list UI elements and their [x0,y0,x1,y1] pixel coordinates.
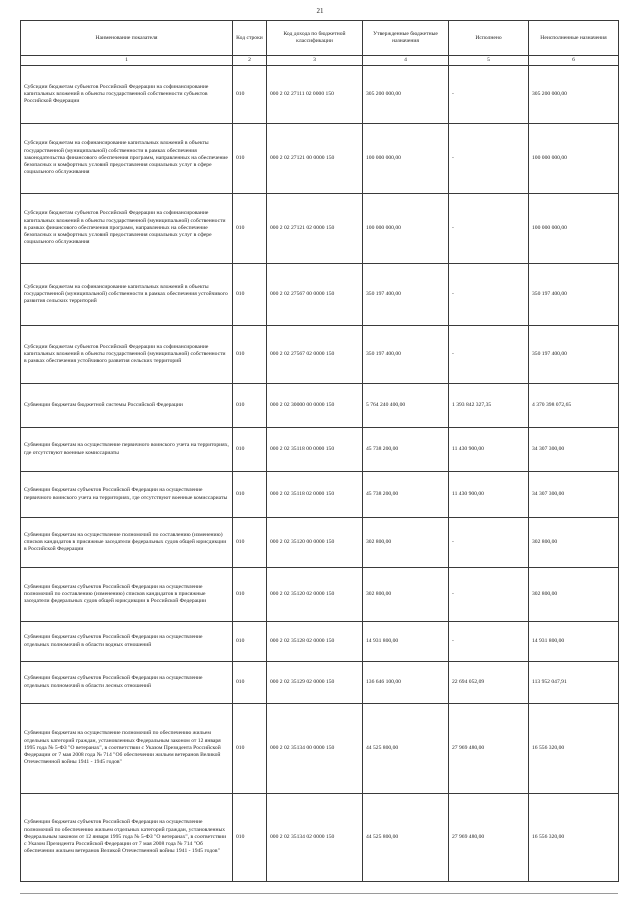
row-approved: 14 931 800,00 [363,622,449,662]
column-number: 3 [267,56,363,66]
row-unexecuted: 4 370 398 072,65 [529,384,619,428]
table-row [21,704,619,794]
row-executed: 27 969 480,00 [449,704,529,794]
row-executed: 22 694 052,09 [449,662,529,704]
row-name: Субвенции бюджетам субъектов Российской Федерации на осуществление полномочий по обеспечению жильем отдельных категорий граждан, установленных Федеральным законом от 12 января 1995 года № 5-ФЗ "О ветеранах", в соответствии с Указом Президента Российской Федерации от 7 мая 2008 года № 714 "Об обеспечении жильем ветеранов Великой Отечественной войны 1941 - 1945 годов" [21,794,233,882]
row-line-code: 010 [233,194,267,264]
row-name: Субсидии бюджетам субъектов Российской Федерации на софинансирование капитальных вложений в объекты государственной (муниципальной) собственности в рамках финансового обеспечения программ, направленных на обеспечение безопасных и комфортных условий предоставления социальных услуг в сфере социального обслуживания [21,194,233,264]
row-approved: 350 197 400,00 [363,326,449,384]
row-executed: 11 430 900,00 [449,428,529,472]
table-row [21,326,619,384]
row-unexecuted: 34 307 300,00 [529,472,619,518]
row-budget-code: 000 2 02 27121 02 0000 150 [267,194,363,264]
row-line-code: 010 [233,704,267,794]
row-name: Субвенции бюджетам субъектов Российской Федерации на осуществление первичного воинского учета на территориях, где отсутствуют военные комиссариаты [21,472,233,518]
row-approved: 45 738 200,00 [363,472,449,518]
table-row [21,662,619,704]
row-approved: 45 738 200,00 [363,428,449,472]
table-row [21,518,619,568]
row-executed: - [449,326,529,384]
row-approved: 302 800,00 [363,518,449,568]
column-number: 6 [529,56,619,66]
row-line-code: 010 [233,662,267,704]
row-executed: - [449,568,529,622]
row-name: Субсидии бюджетам субъектов Российской Федерации на софинансирование капитальных вложений в объекты государственной (муниципальной) собственности в рамках обеспечения устойчивого развития сельских территорий [21,326,233,384]
row-approved: 350 197 400,00 [363,264,449,326]
row-name: Субвенции бюджетам бюджетной системы Российской Федерации [21,384,233,428]
row-name: Субсидии бюджетам на софинансирование капитальных вложений в объекты государственной (муниципальной) собственности в рамках обеспечения устойчивого развития сельских территорий [21,264,233,326]
row-line-code: 010 [233,622,267,662]
row-name: Субвенции бюджетам на осуществление полномочий по обеспечению жильем отдельных категорий граждан, установленных Федеральным законом от 12 января 1995 года № 5-ФЗ "О ветеранах", в соответствии с Указом Президента Российской Федерации от 7 мая 2008 года № 714 "Об обеспечении жильем ветеранов Великой Отечественной войны 1941 - 1945 годов" [21,704,233,794]
row-approved: 302 800,00 [363,568,449,622]
row-line-code: 010 [233,384,267,428]
row-name: Субвенции бюджетам субъектов Российской Федерации на осуществление полномочий по составлению (изменению) списков кандидатов в присяжные заседатели федеральных судов общей юрисдикции в Российской Федерации [21,568,233,622]
row-name: Субвенции бюджетам субъектов Российской Федерации на осуществление отдельных полномочий в области лесных отношений [21,662,233,704]
table-row [21,194,619,264]
row-unexecuted: 305 200 000,00 [529,66,619,124]
row-name: Субсидии бюджетам субъектов Российской Федерации на софинансирование капитальных вложений в объекты государственной собственности субъектов Российской Федерации [21,66,233,124]
row-budget-code: 000 2 02 35120 02 0000 150 [267,568,363,622]
row-executed: - [449,518,529,568]
column-number: 5 [449,56,529,66]
row-unexecuted: 16 556 320,00 [529,794,619,882]
table-row [21,568,619,622]
row-line-code: 010 [233,124,267,194]
row-budget-code: 000 2 02 35118 02 0000 150 [267,472,363,518]
row-executed: - [449,194,529,264]
row-line-code: 010 [233,472,267,518]
row-budget-code: 000 2 02 27121 00 0000 150 [267,124,363,194]
row-line-code: 010 [233,66,267,124]
row-approved: 44 525 800,00 [363,794,449,882]
header-unexecuted: Неисполненные назначения [529,21,619,56]
row-budget-code: 000 2 02 27567 00 0000 150 [267,264,363,326]
row-budget-code: 000 2 02 35118 00 0000 150 [267,428,363,472]
row-unexecuted: 14 931 800,00 [529,622,619,662]
row-unexecuted: 350 197 400,00 [529,326,619,384]
table-row [21,124,619,194]
row-budget-code: 000 2 02 30000 00 0000 150 [267,384,363,428]
header-budget-code: Код дохода по бюджетной классификации [267,21,363,56]
row-approved: 305 200 000,00 [363,66,449,124]
bottom-divider [20,893,618,894]
row-budget-code: 000 2 02 27567 02 0000 150 [267,326,363,384]
table-row [21,428,619,472]
row-unexecuted: 100 000 000,00 [529,194,619,264]
row-executed: - [449,124,529,194]
row-budget-code: 000 2 02 35134 02 0000 150 [267,794,363,882]
row-budget-code: 000 2 02 35134 00 0000 150 [267,704,363,794]
row-unexecuted: 302 800,00 [529,568,619,622]
row-approved: 44 525 800,00 [363,704,449,794]
row-line-code: 010 [233,264,267,326]
row-budget-code: 000 2 02 35128 02 0000 150 [267,622,363,662]
page-number: 21 [316,7,324,15]
row-line-code: 010 [233,518,267,568]
row-unexecuted: 113 952 047,91 [529,662,619,704]
row-budget-code: 000 2 02 35129 02 0000 150 [267,662,363,704]
header-executed: Исполнено [449,21,529,56]
row-executed: - [449,66,529,124]
row-name: Субвенции бюджетам на осуществление полномочий по составлению (изменению) списков кандидатов в присяжные заседатели федеральных судов общей юрисдикции в Российской Федерации [21,518,233,568]
table-row [21,264,619,326]
row-unexecuted: 302 800,00 [529,518,619,568]
row-executed: 11 430 900,00 [449,472,529,518]
row-line-code: 010 [233,568,267,622]
header-approved: Утвержденные бюджетные назначения [363,21,449,56]
row-approved: 100 000 000,00 [363,124,449,194]
table-row [21,472,619,518]
row-executed: 1 393 842 327,35 [449,384,529,428]
row-budget-code: 000 2 02 35120 00 0000 150 [267,518,363,568]
row-unexecuted: 16 556 320,00 [529,704,619,794]
table-row [21,66,619,124]
income-execution-table [20,20,619,882]
row-approved: 136 646 100,00 [363,662,449,704]
row-unexecuted: 34 307 300,00 [529,428,619,472]
row-name: Субвенции бюджетам на осуществление первичного воинского учета на территориях, где отсутствуют военные комиссариаты [21,428,233,472]
header-name: Наименование показателя [21,21,233,56]
row-executed: - [449,622,529,662]
row-name: Субсидии бюджетам на софинансирование капитальных вложений в объекты государственной (муниципальной) собственности в рамках обеспечения законодательства финансового обеспечения программ, направленных на обеспечение безопасных и комфортных условий предоставления социальных услуг в сфере социального обслуживания [21,124,233,194]
row-approved: 5 764 240 400,00 [363,384,449,428]
row-name: Субвенции бюджетам субъектов Российской Федерации на осуществление отдельных полномочий в области водных отношений [21,622,233,662]
header-row [21,21,619,56]
column-number: 1 [21,56,233,66]
table-row [21,622,619,662]
row-approved: 100 000 000,00 [363,194,449,264]
row-executed: 27 969 480,00 [449,794,529,882]
column-number: 4 [363,56,449,66]
row-line-code: 010 [233,794,267,882]
header-line-code: Код строки [233,21,267,56]
column-number: 2 [233,56,267,66]
table-row [21,384,619,428]
row-line-code: 010 [233,326,267,384]
table-row [21,794,619,882]
row-unexecuted: 350 197 400,00 [529,264,619,326]
row-unexecuted: 100 000 000,00 [529,124,619,194]
column-number-row [21,56,619,66]
row-line-code: 010 [233,428,267,472]
row-executed: - [449,264,529,326]
row-budget-code: 000 2 02 27111 02 0000 150 [267,66,363,124]
